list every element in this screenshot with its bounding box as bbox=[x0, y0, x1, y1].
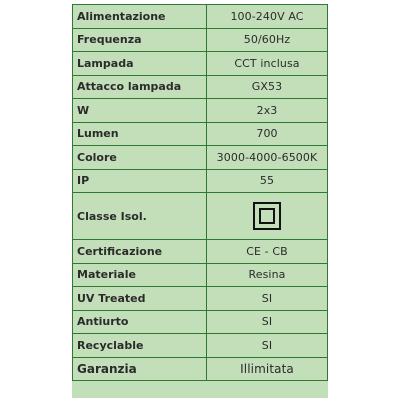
table-row bbox=[73, 240, 328, 264]
table-row bbox=[73, 334, 328, 358]
spec-value: SI bbox=[207, 287, 328, 311]
table-row bbox=[73, 28, 328, 52]
table-row bbox=[73, 99, 328, 123]
spec-label: Alimentazione bbox=[73, 5, 207, 29]
table-row bbox=[73, 193, 328, 240]
table-row bbox=[73, 287, 328, 311]
spec-label: Garanzia bbox=[73, 357, 207, 380]
table-row bbox=[73, 122, 328, 146]
spec-label: Materiale bbox=[73, 263, 207, 287]
table-row bbox=[73, 75, 328, 99]
spec-label: Lampada bbox=[73, 52, 207, 76]
spec-value: 700 bbox=[207, 122, 328, 146]
spec-value: GX53 bbox=[207, 75, 328, 99]
spec-value: CCT inclusa bbox=[207, 52, 328, 76]
spec-value: 50/60Hz bbox=[207, 28, 328, 52]
spec-value: 3000-4000-6500K bbox=[207, 146, 328, 170]
spec-table bbox=[72, 4, 328, 381]
spec-value bbox=[207, 193, 328, 240]
spec-label: Frequenza bbox=[73, 28, 207, 52]
class-ii-double-insulation-icon bbox=[253, 202, 281, 230]
table-row bbox=[73, 52, 328, 76]
spec-value: 2x3 bbox=[207, 99, 328, 123]
spec-value: SI bbox=[207, 310, 328, 334]
spec-label: UV Treated bbox=[73, 287, 207, 311]
spec-value: Illimitata bbox=[207, 357, 328, 380]
spec-label: W bbox=[73, 99, 207, 123]
spec-label: Lumen bbox=[73, 122, 207, 146]
table-row bbox=[73, 169, 328, 193]
spec-value: SI bbox=[207, 334, 328, 358]
spec-label: Colore bbox=[73, 146, 207, 170]
spec-label: Certificazione bbox=[73, 240, 207, 264]
spec-label: IP bbox=[73, 169, 207, 193]
table-row bbox=[73, 5, 328, 29]
table-row bbox=[73, 310, 328, 334]
table-row bbox=[73, 263, 328, 287]
spec-value: CE - CB bbox=[207, 240, 328, 264]
spec-label: Antiurto bbox=[73, 310, 207, 334]
spec-value: Resina bbox=[207, 263, 328, 287]
table-row bbox=[73, 357, 328, 380]
spec-label: Recyclable bbox=[73, 334, 207, 358]
spec-value: 55 bbox=[207, 169, 328, 193]
spec-label: Classe Isol. bbox=[73, 193, 207, 240]
spec-value: 100-240V AC bbox=[207, 5, 328, 29]
spec-label: Attacco lampada bbox=[73, 75, 207, 99]
table-row bbox=[73, 146, 328, 170]
